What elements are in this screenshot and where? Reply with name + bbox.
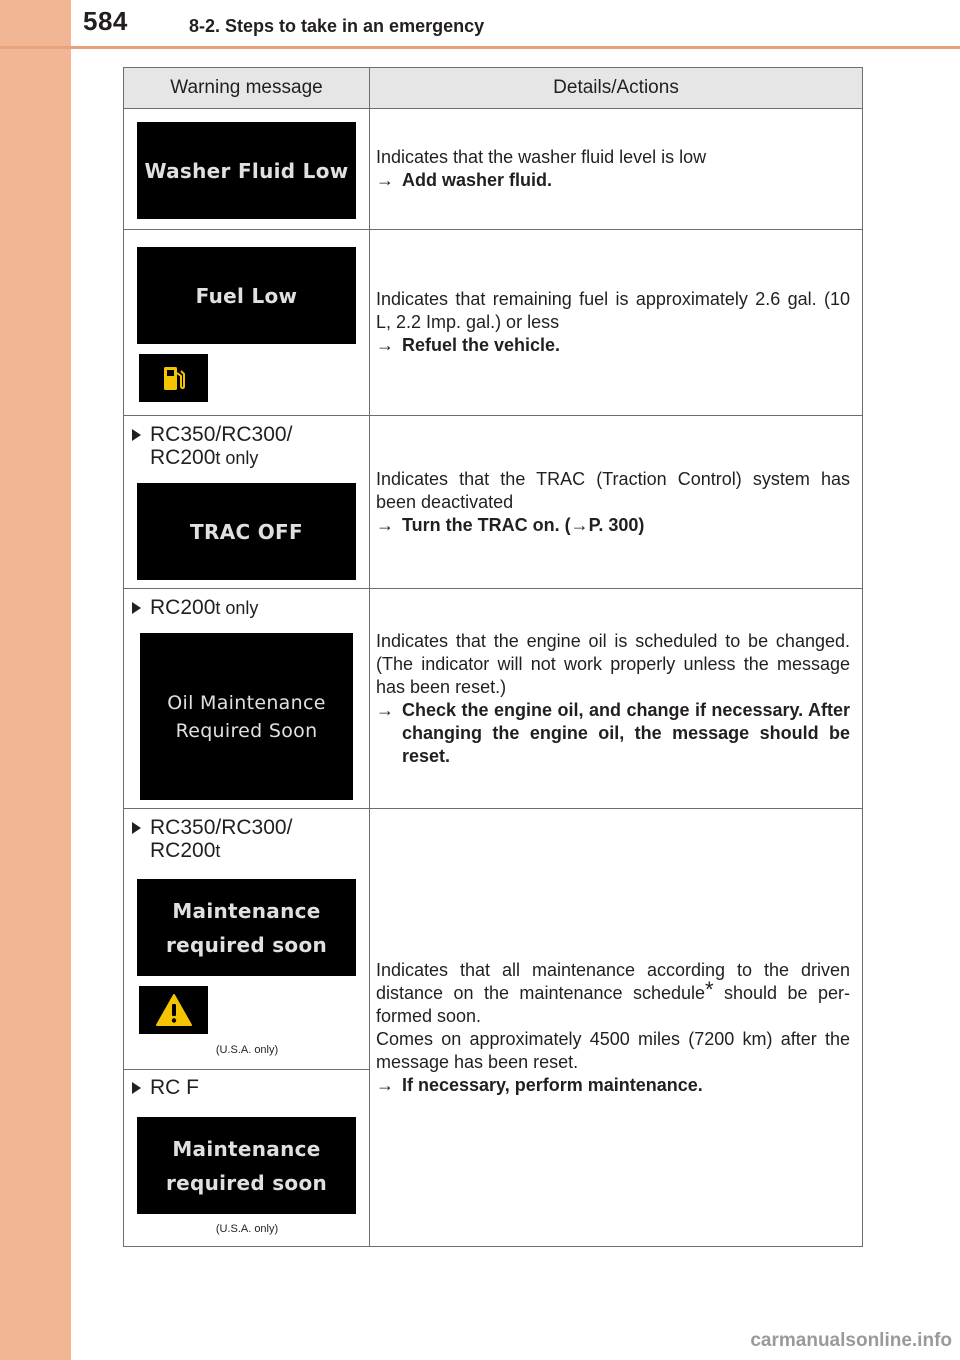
col-header-details: Details/Actions bbox=[370, 68, 863, 109]
details-cell bbox=[370, 809, 863, 1247]
table-header-row bbox=[124, 68, 863, 109]
details-cell bbox=[370, 589, 863, 809]
fuel-indicator bbox=[139, 354, 208, 402]
triangle-bullet-icon bbox=[132, 822, 141, 834]
section-title: 8-2. Steps to take in an emergency bbox=[189, 16, 485, 36]
arrow-icon: → bbox=[376, 335, 394, 355]
maintenance-detail-text-2: Comes on approximately 4500 miles (7200 km) after the message has been reset. bbox=[376, 1028, 850, 1072]
col-header-warning: Warning message bbox=[124, 68, 370, 109]
warning-cell bbox=[124, 230, 370, 416]
warning-indicator bbox=[139, 986, 208, 1034]
trac-off-display: TRAC OFF bbox=[137, 483, 356, 580]
arrow-icon: → bbox=[570, 514, 589, 535]
warning-cell bbox=[124, 416, 370, 589]
oil-maintenance-display: Oil Maintenance Required Soon bbox=[140, 633, 353, 800]
table-row-fuel-low bbox=[124, 230, 863, 416]
table-row-oil-maintenance bbox=[124, 589, 863, 809]
header-rule bbox=[0, 46, 960, 49]
fuel-low-display: Fuel Low bbox=[137, 247, 356, 344]
triangle-bullet-icon bbox=[132, 429, 141, 441]
table-row-trac-off bbox=[124, 416, 863, 589]
maintenance-required-display: Maintenance required soon bbox=[137, 1117, 356, 1214]
warning-cell bbox=[124, 109, 370, 230]
model-label: RC350/RC300/ RC200t only bbox=[132, 423, 292, 470]
maintenance-detail-text: Indicates that all maintenance according to the driven distance on the maintenance schedule* should be per-formed soon. bbox=[376, 959, 851, 1026]
maintenance-required-display: Maintenance required soon bbox=[137, 879, 356, 976]
model-label: RC350/RC300/ RC200t bbox=[132, 816, 292, 863]
washer-action: → Add washer fluid. bbox=[376, 170, 553, 190]
washer-detail-text: Indicates that the washer fluid level is low bbox=[376, 147, 707, 167]
fuel-detail-text: Indicates that remaining fuel is approximately 2.6 gal. (10 L, 2.2 Imp. gal.) or less bbox=[376, 289, 850, 332]
warning-cell bbox=[124, 809, 370, 1070]
warning-cell bbox=[124, 589, 370, 809]
arrow-icon: → bbox=[376, 1074, 394, 1095]
fuel-action: → Refuel the vehicle. bbox=[376, 335, 561, 355]
arrow-icon: → bbox=[376, 699, 394, 720]
triangle-bullet-icon bbox=[132, 602, 141, 614]
oil-detail-text: Indicates that the engine oil is scheduled to be changed. (The indicator will not work properly unless the message has been reset.) bbox=[376, 630, 850, 697]
table-row-maintenance bbox=[124, 809, 863, 1070]
triangle-bullet-icon bbox=[132, 1082, 141, 1094]
oil-action: → Check the engine oil, and change if necessary. After changing the engine oil, the message should be reset. bbox=[376, 699, 850, 766]
asterisk-footnote: * bbox=[705, 976, 714, 1002]
arrow-icon: → bbox=[376, 514, 394, 535]
warning-message-table bbox=[123, 67, 863, 1247]
maintenance-action: → If necessary, perform maintenance. bbox=[376, 1074, 703, 1095]
page-reference-link[interactable]: P. 300) bbox=[588, 514, 645, 535]
warning-triangle-icon bbox=[155, 993, 193, 1027]
model-label: RC200t only bbox=[132, 596, 258, 620]
arrow-icon: → bbox=[376, 170, 394, 190]
table-row-washer-fluid bbox=[124, 109, 863, 230]
washer-fluid-low-display: Washer Fluid Low bbox=[137, 122, 356, 219]
model-label: RC F bbox=[132, 1076, 199, 1099]
page-number: 584 bbox=[83, 6, 128, 36]
usa-only-note: (U.S.A. only) bbox=[215, 1223, 279, 1235]
usa-only-note: (U.S.A. only) bbox=[215, 1044, 279, 1056]
trac-detail-text: Indicates that the TRAC (Traction Control) system has been deactivated bbox=[376, 468, 850, 512]
details-cell bbox=[370, 230, 863, 416]
details-cell bbox=[370, 416, 863, 589]
fuel-pump-icon bbox=[162, 364, 186, 392]
watermark: carmanualsonline.info bbox=[750, 1330, 952, 1351]
side-tab-strip bbox=[0, 0, 71, 1360]
trac-action: → Turn the TRAC on. (→P. 300) bbox=[376, 514, 645, 535]
warning-cell bbox=[124, 1070, 370, 1247]
details-cell bbox=[370, 109, 863, 230]
